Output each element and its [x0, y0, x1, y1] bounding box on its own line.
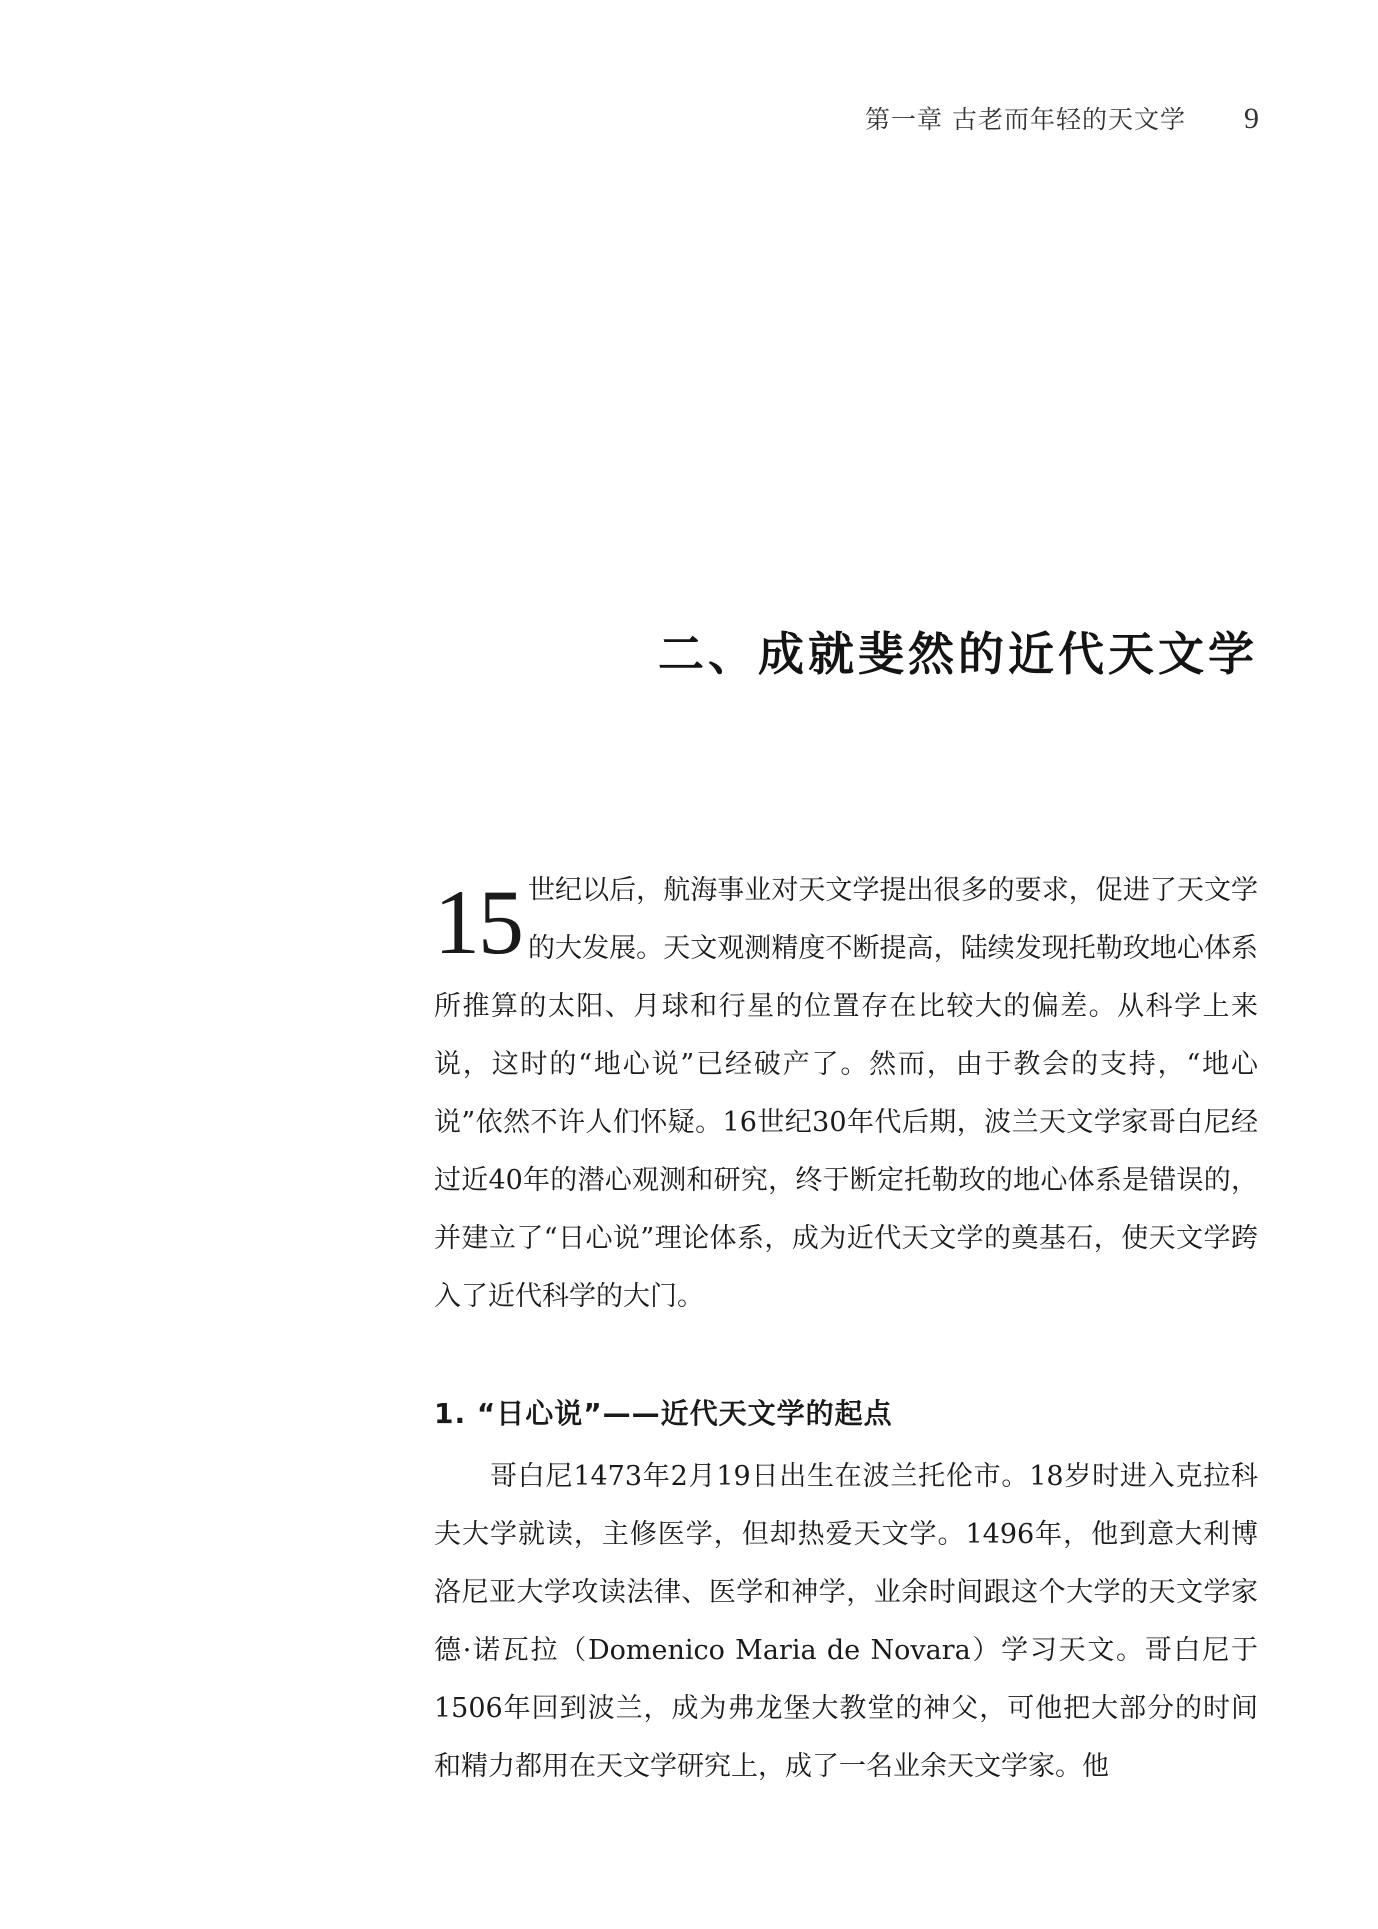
body-paragraph: 哥白尼1473年2月19日出生在波兰托伦市。18岁时进入克拉科夫大学就读，主修医学，但却热爱天文学。1496年，他到意大利博洛尼亚大学攻读法律、医学和神学，业余时间跟这个大学的天文学家德·诺瓦拉（Domenico Maria de Novara）学习天文。哥白尼于1506年回到波兰，成为弗龙堡大教堂的神父，可他把大部分的时间和精力都用在天文学研究上，成了一名业余天文学家。他	[434, 1461, 1258, 1782]
running-header	[865, 100, 1260, 136]
intro-paragraph	[434, 862, 1258, 1326]
intro-text: 世纪以后，航海事业对天文学提出很多的要求，促进了天文学的大发展。天文观测精度不断提高，陆续发现托勒玫地心体系所推算的太阳、月球和行星的位置存在比较大的偏差。从科学上来说，这时的“地心说”已经破产了。然而，由于教会的支持，“地心说”依然不许人们怀疑。16世纪30年代后期，波兰天文学家哥白尼经过近40年的潜心观测和研究，终于断定托勒玫的地心体系是错误的，并建立了“日心说”理论体系，成为近代天文学的奠基石，使天文学跨入了近代科学的大门。	[434, 875, 1258, 1312]
page-number: 9	[1244, 102, 1260, 135]
drop-cap: 15	[434, 871, 522, 973]
chapter-title: 第一章 古老而年轻的天文学	[865, 105, 1186, 134]
section-title: 二、成就斐然的近代天文学	[658, 627, 1258, 681]
subsection-heading: 1. “日心说”——近代天文学的起点	[434, 1397, 893, 1430]
